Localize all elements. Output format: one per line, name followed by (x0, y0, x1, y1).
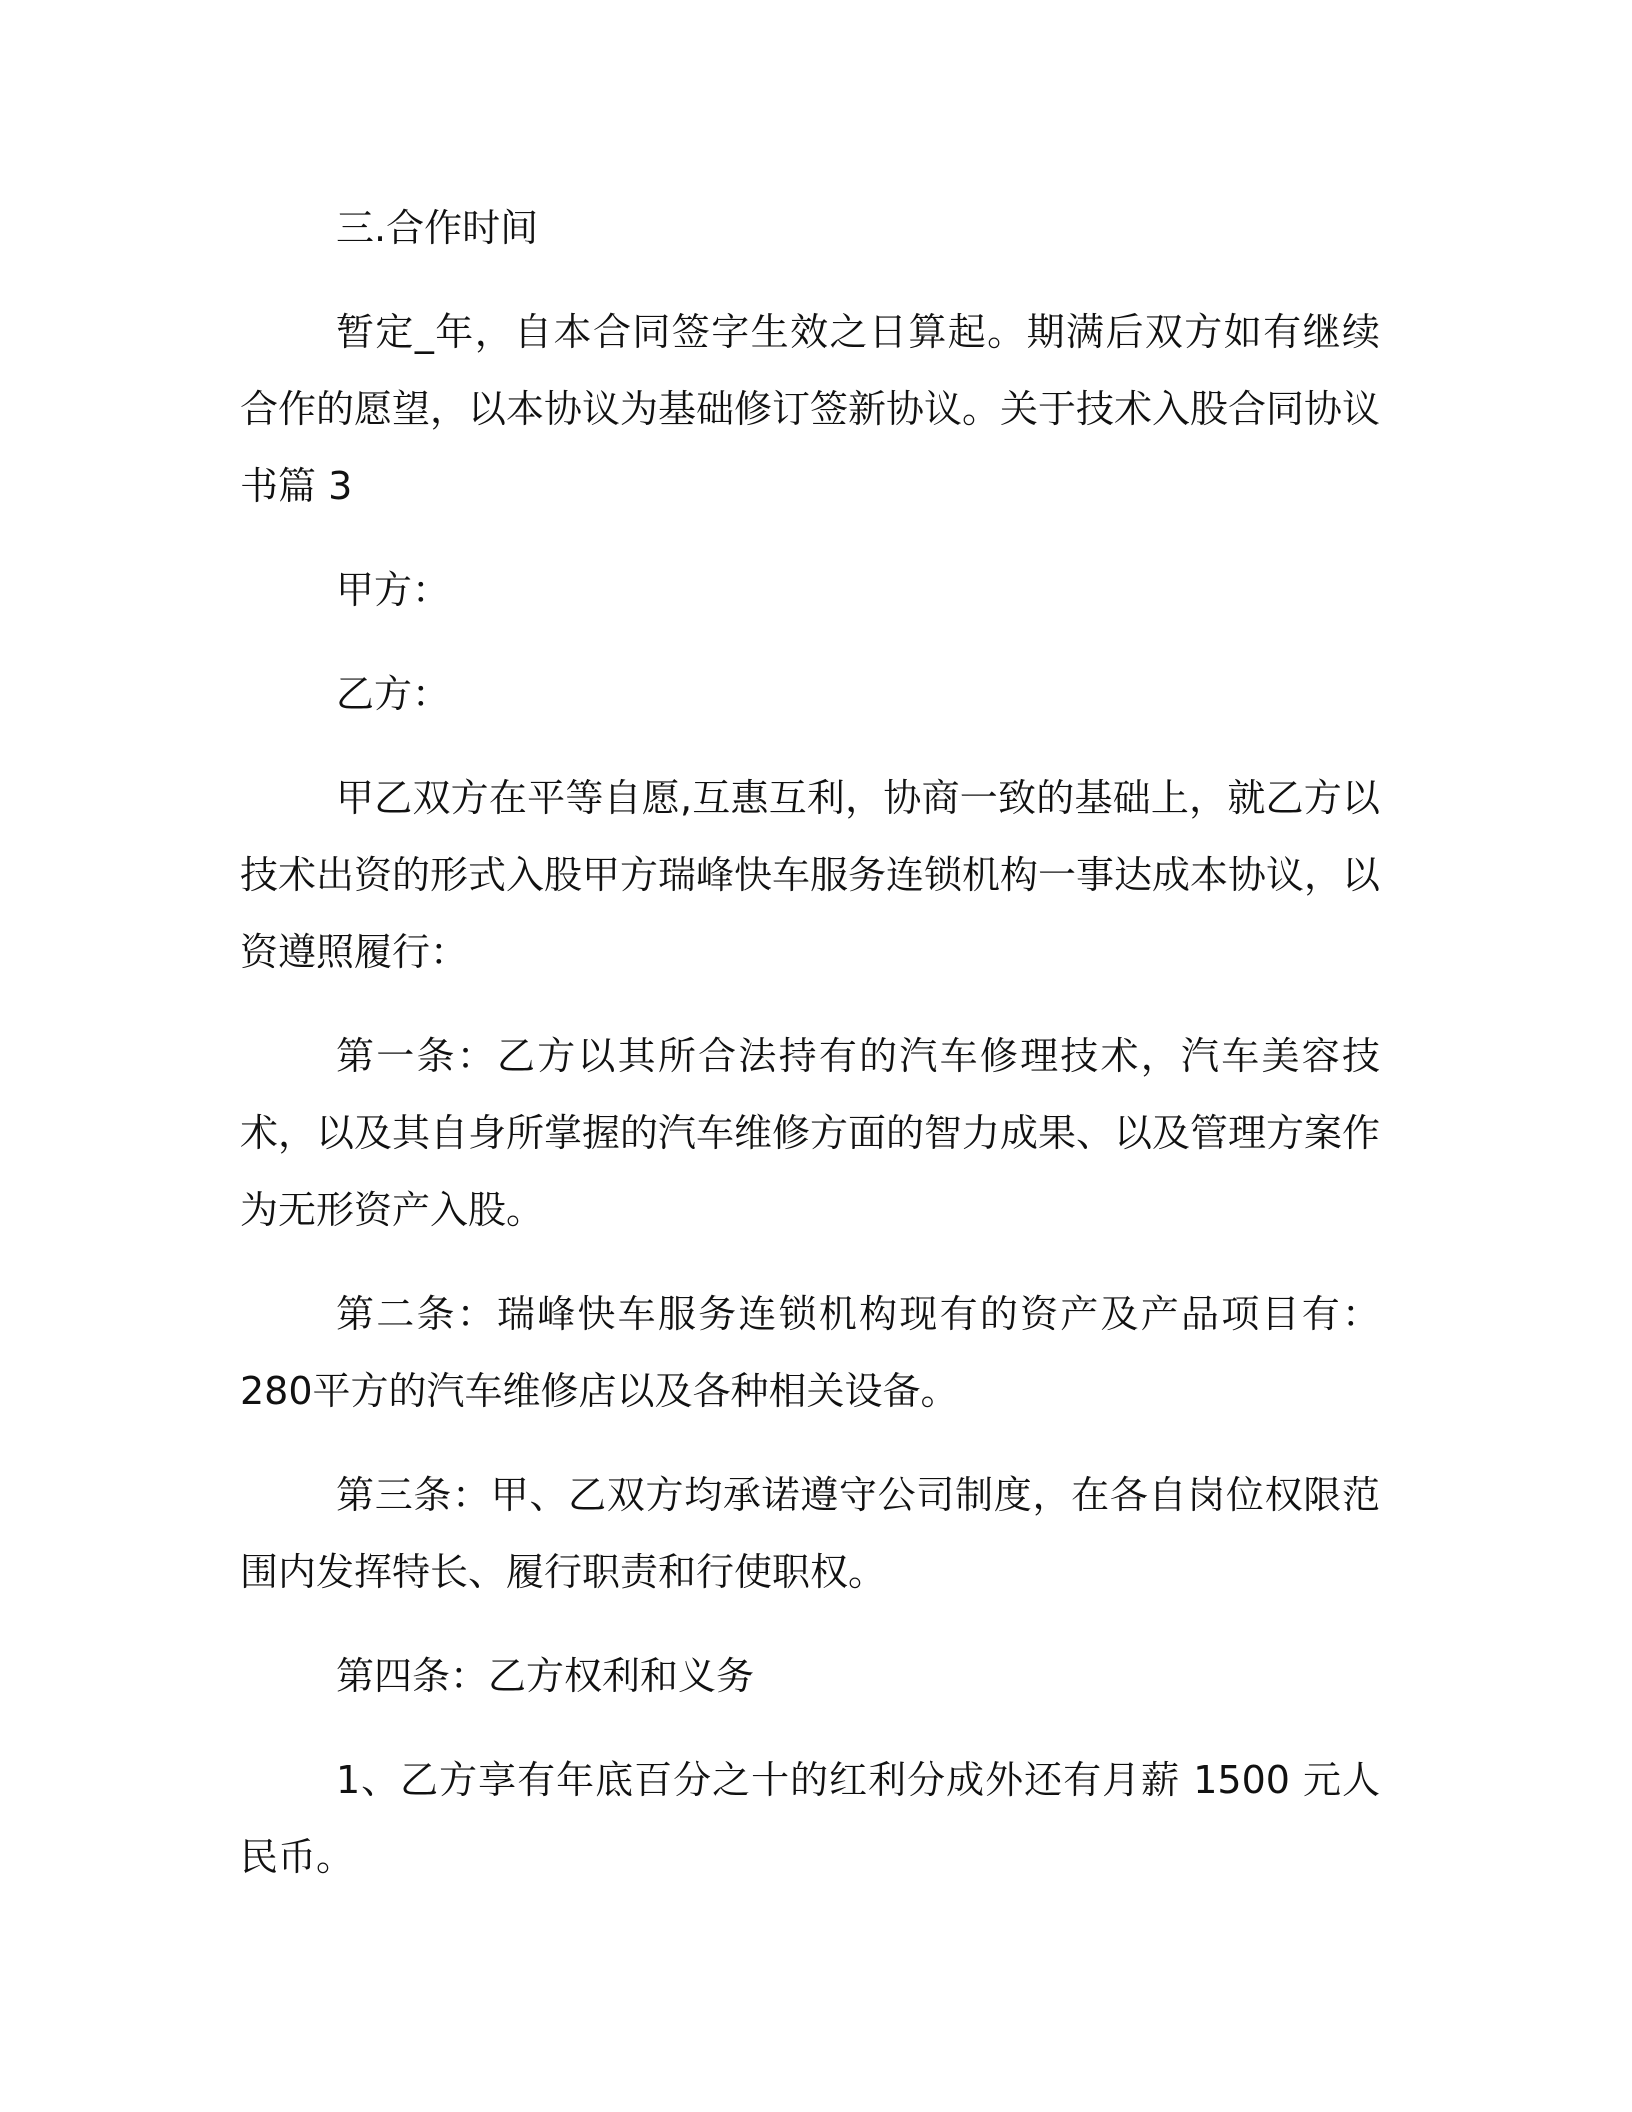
party-a-label: 甲方： (336, 568, 451, 612)
party-b-label: 乙方： (336, 672, 451, 716)
article-4-heading: 第四条：乙方权利和义务 (336, 1654, 755, 1698)
paragraph-preamble: 甲乙双方在平等自愿,互惠互利，协商一致的基础上，就乙方以技术出资的形式入股甲方瑞峰快车服务连锁机构一事达成本协议，以资遵照履行： (240, 776, 1381, 974)
article-2: 第二条：瑞峰快车服务连锁机构现有的资产及产品项目有：280平方的汽车维修店以及各种相关设备。 (240, 1292, 1380, 1413)
section-heading-cooperation-time: 三.合作时间 (336, 206, 539, 250)
article-4-item-1: 1、乙方享有年底百分之十的红利分成外还有月薪 1500 元人民币。 (240, 1758, 1380, 1879)
article-1: 第一条：乙方以其所合法持有的汽车修理技术，汽车美容技术，以及其自身所掌握的汽车维修方面的智力成果、以及管理方案作为无形资产入股。 (240, 1034, 1381, 1232)
paragraph-term: 暂定_年，自本合同签字生效之日算起。期满后双方如有继续合作的愿望，以本协议为基础修订签新协议。关于技术入股合同协议书篇 3 (240, 310, 1381, 508)
article-3: 第三条：甲、乙双方均承诺遵守公司制度，在各自岗位权限范围内发挥特长、履行职责和行使职权。 (240, 1473, 1380, 1594)
document-body (240, 190, 1380, 1896)
